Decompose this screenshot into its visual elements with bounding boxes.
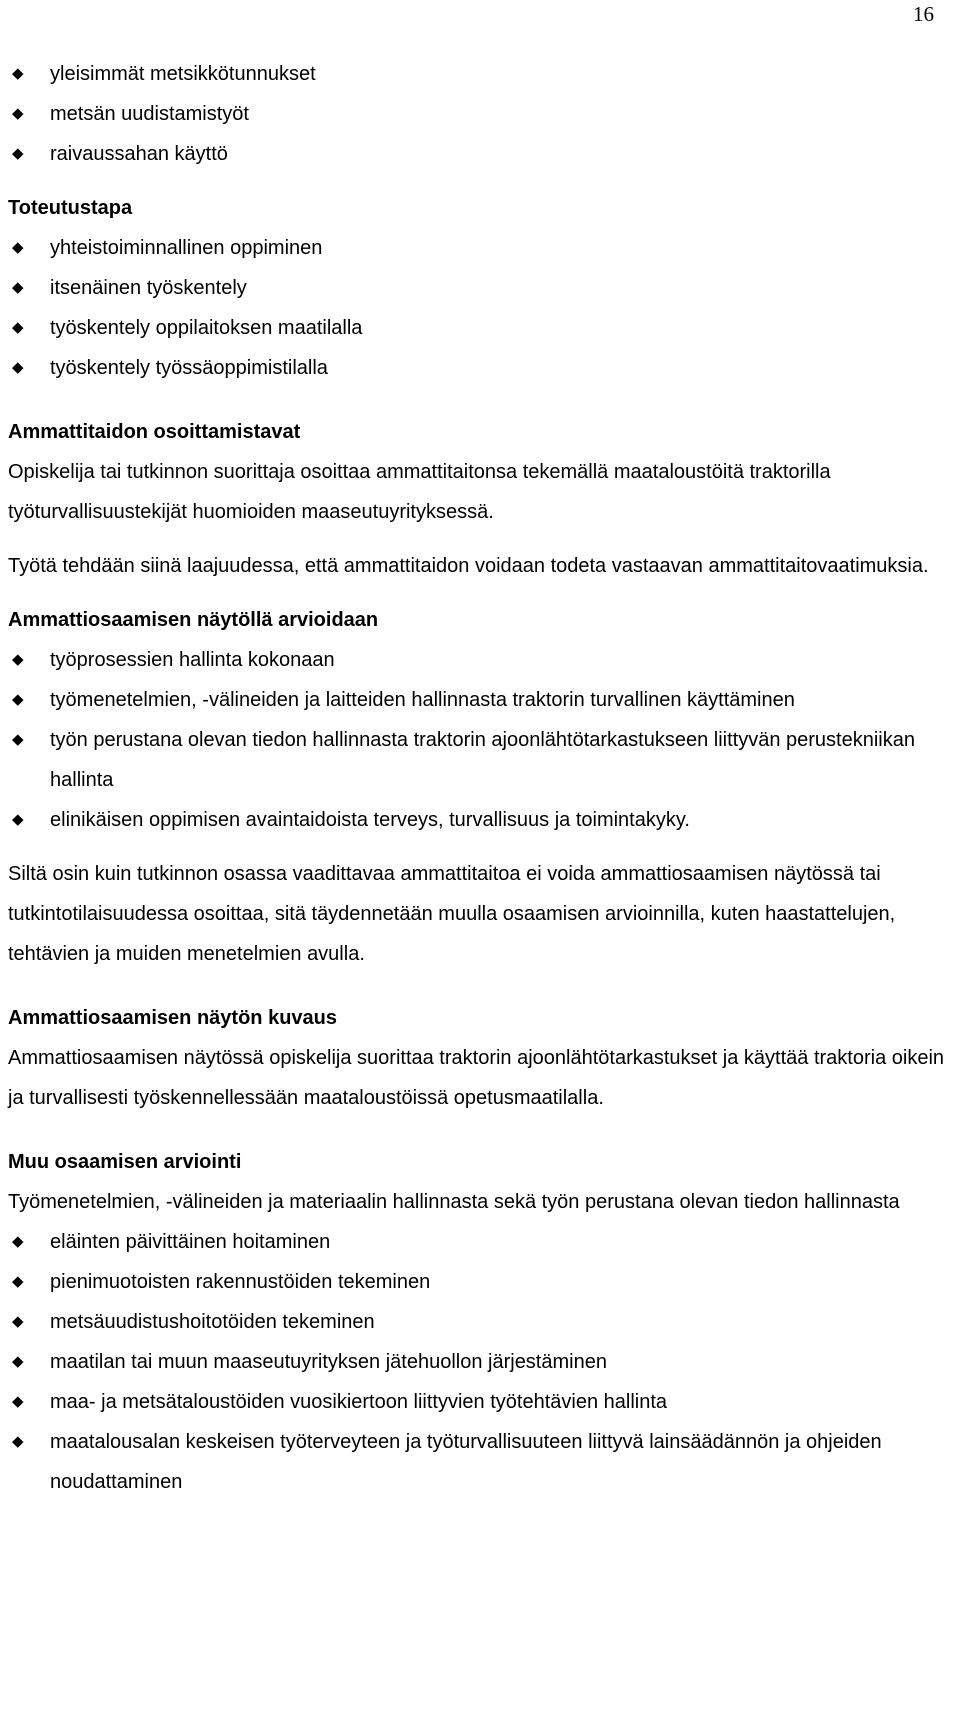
intro-list	[8, 54, 958, 174]
diamond-bullet-icon: ◆	[12, 731, 24, 748]
diamond-bullet-icon: ◆	[12, 1353, 24, 1370]
diamond-bullet-icon: ◆	[12, 1393, 24, 1410]
list-item: ◆ maatilan tai muun maaseutuyrityksen jätehuollon järjestäminen	[8, 1342, 958, 1382]
page-number: 16	[913, 2, 934, 26]
list-item: ◆ elinikäisen oppimisen avaintaidoista terveys, turvallisuus ja toimintakyky.	[8, 800, 958, 840]
paragraph: Opiskelija tai tutkinnon suorittaja osoittaa ammattitaitonsa tekemällä maataloustöitä traktorilla työturvallisuustekijät huomioiden maaseutuyrityksessä.	[8, 461, 831, 523]
section-heading-kuvaus: Ammattiosaamisen näytön kuvaus	[8, 1007, 337, 1029]
diamond-bullet-icon: ◆	[12, 691, 24, 708]
list-item: ◆ työskentely työssäoppimistilalla	[8, 348, 958, 388]
diamond-bullet-icon: ◆	[12, 279, 24, 296]
section-heading-osoittamistavat: Ammattitaidon osoittamistavat	[8, 421, 301, 443]
diamond-bullet-icon: ◆	[12, 239, 24, 256]
diamond-bullet-icon: ◆	[12, 1433, 24, 1450]
paragraph: Siltä osin kuin tutkinnon osassa vaadittavaa ammattitaitoa ei voida ammattiosaamisen näytössä tai tutkintotilaisuudessa osoittaa, sitä täydennetään muulla osaamisen arvioinnilla, kuten haastattelujen, tehtävien ja muiden menetelmien avulla.	[8, 863, 896, 965]
list-item: ◆ maatalousalan keskeisen työterveyteen ja työturvallisuuteen liittyvä lainsäädännön ja ohjeiden noudattaminen	[8, 1422, 958, 1502]
paragraph: Työtä tehdään siinä laajuudessa, että ammattitaidon voidaan todeta vastaavan ammattitaitovaatimuksia.	[8, 555, 929, 577]
diamond-bullet-icon: ◆	[12, 359, 24, 376]
paragraph: Ammattiosaamisen näytössä opiskelija suorittaa traktorin ajoonlähtötarkastukset ja käyttää traktoria oikein ja turvallisesti työskennellessään maataloustöissä opetusmaatilalla.	[8, 1047, 945, 1109]
diamond-bullet-icon: ◆	[12, 145, 24, 162]
toteutustapa-list	[8, 228, 958, 388]
diamond-bullet-icon: ◆	[12, 1273, 24, 1290]
list-item: ◆ yhteistoiminnallinen oppiminen	[8, 228, 958, 268]
list-item: ◆ maa- ja metsätaloustöiden vuosikiertoon liittyvien työtehtävien hallinta	[8, 1382, 958, 1422]
diamond-bullet-icon: ◆	[12, 105, 24, 122]
list-item: ◆ työskentely oppilaitoksen maatilalla	[8, 308, 958, 348]
diamond-bullet-icon: ◆	[12, 811, 24, 828]
diamond-bullet-icon: ◆	[12, 651, 24, 668]
list-item: ◆ metsän uudistamistyöt	[8, 94, 958, 134]
diamond-bullet-icon: ◆	[12, 319, 24, 336]
list-item: ◆ työn perustana olevan tiedon hallinnasta traktorin ajoonlähtötarkastukseen liittyvän perustekniikan hallinta	[8, 720, 958, 800]
list-item: ◆ pienimuotoisten rakennustöiden tekeminen	[8, 1262, 958, 1302]
paragraph: Työmenetelmien, -välineiden ja materiaalin hallinnasta sekä työn perustana olevan tiedon hallinnasta	[8, 1191, 900, 1213]
muu-list	[8, 1222, 958, 1502]
section-heading-arvioidaan: Ammattiosaamisen näytöllä arvioidaan	[8, 609, 379, 631]
list-item: ◆ eläinten päivittäinen hoitaminen	[8, 1222, 958, 1262]
list-item: ◆ yleisimmät metsikkötunnukset	[8, 54, 958, 94]
list-item: ◆ työprosessien hallinta kokonaan	[8, 640, 958, 680]
list-item: ◆ raivaussahan käyttö	[8, 134, 958, 174]
arvioidaan-list	[8, 640, 958, 840]
diamond-bullet-icon: ◆	[12, 1233, 24, 1250]
document-body	[8, 54, 958, 1502]
diamond-bullet-icon: ◆	[12, 1313, 24, 1330]
list-item: ◆ itsenäinen työskentely	[8, 268, 958, 308]
list-item: ◆ työmenetelmien, -välineiden ja laitteiden hallinnasta traktorin turvallinen käyttäminen	[8, 680, 958, 720]
list-item: ◆ metsäuudistushoitotöiden tekeminen	[8, 1302, 958, 1342]
section-heading-muu-arviointi: Muu osaamisen arviointi	[8, 1151, 242, 1173]
diamond-bullet-icon: ◆	[12, 65, 24, 82]
section-heading-toteutustapa: Toteutustapa	[8, 197, 133, 219]
